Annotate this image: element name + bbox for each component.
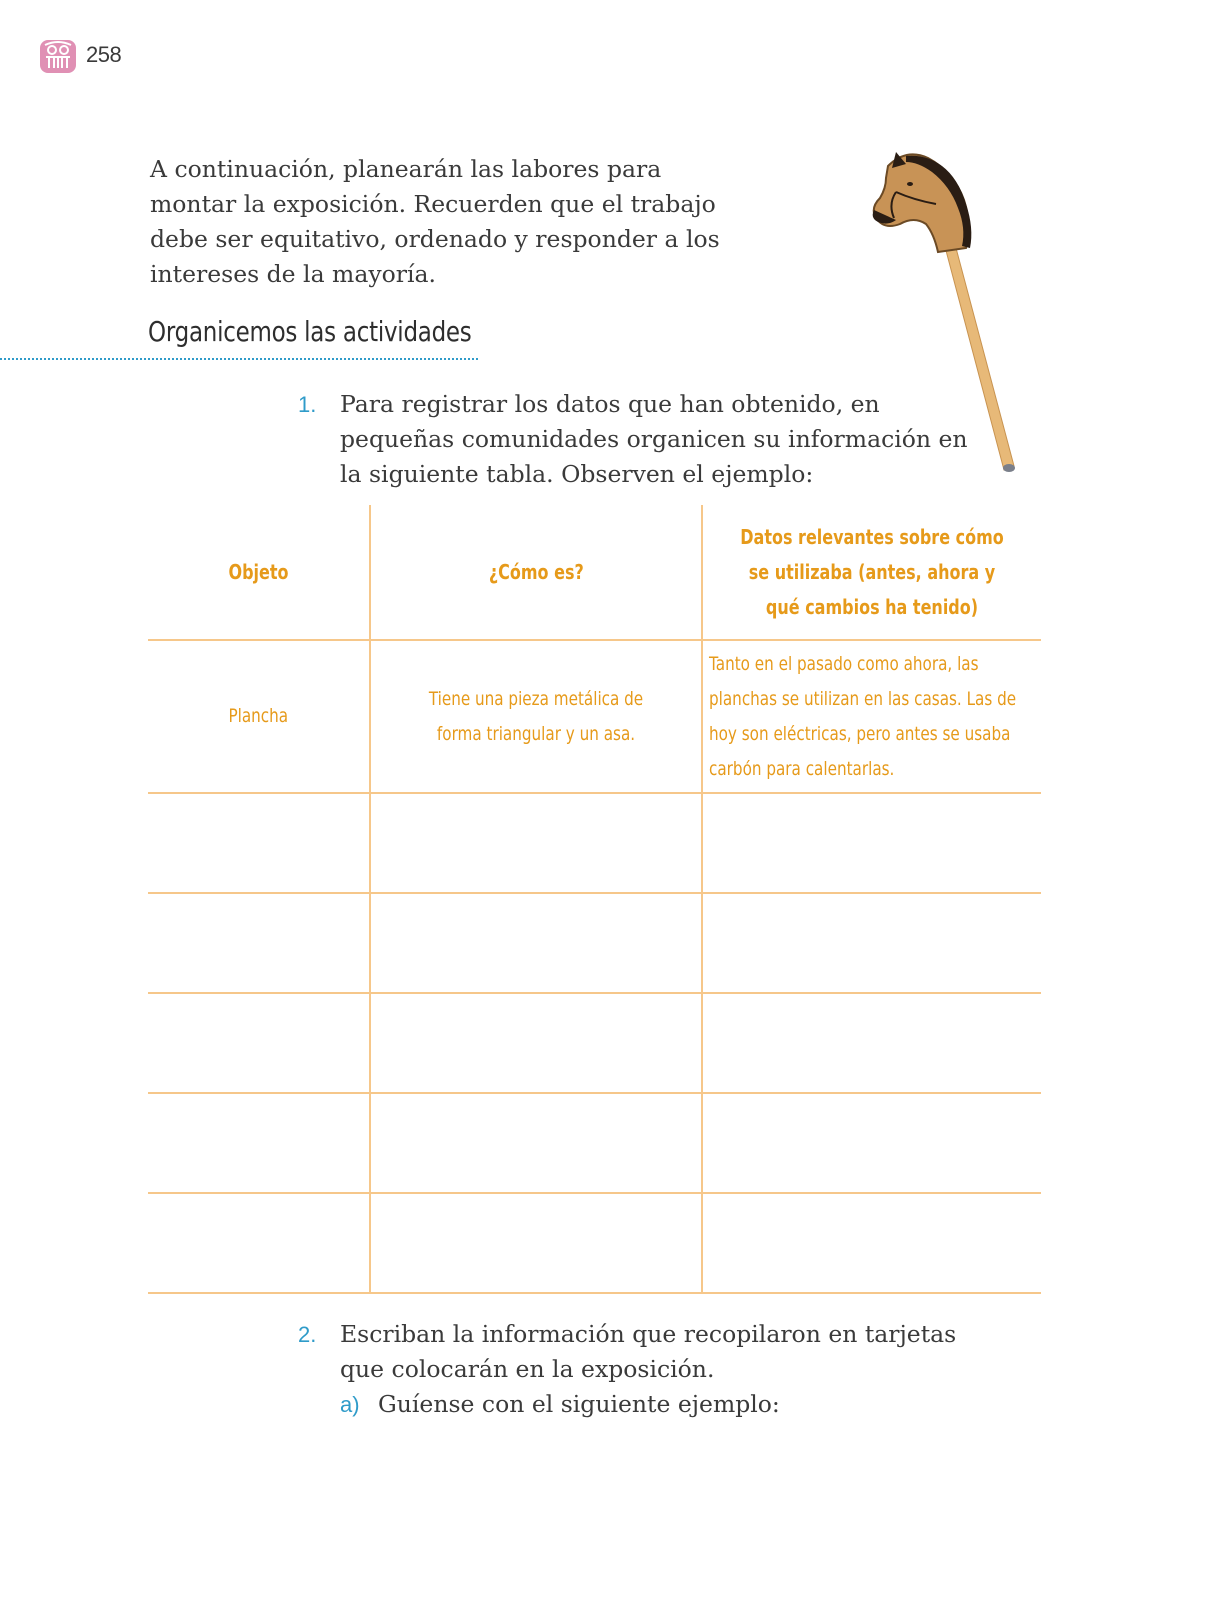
example-relevant-cell: Tanto en el pasado como ahora, las planchas se utilizan en las casas. Las de hoy son eléctricas, pero antes se usaba carbón para calentarlas. [702,640,1041,793]
blank-cell[interactable] [370,993,702,1093]
blank-cell[interactable] [370,793,702,893]
intro-paragraph: A continuación, planearán las labores para montar la exposición. Recuerden que el trabajo debe ser equitativo, ordenado y responder a los intereses de la mayoría. [150,155,720,288]
table-row [148,993,1041,1093]
example-object-cell: Plancha [148,640,370,793]
blank-cell[interactable] [148,893,370,993]
blank-cell[interactable] [702,893,1041,993]
activity-1-text: Para registrar los datos que han obtenido, en pequeñas comunidades organicen su información en la siguiente tabla. Observen el ejemplo: [340,390,968,488]
subitem-letter: a) [340,1392,360,1417]
header-datos-relevantes: Datos relevantes sobre cómo se utilizaba (antes, ahora y qué cambios ha tenido) [702,505,1041,640]
table-row [148,1093,1041,1193]
table-header-row [148,505,1041,640]
activity-2-number: 2. [298,1322,317,1347]
table-row-example [148,640,1041,793]
activity-2 [298,1317,960,1422]
blank-cell[interactable] [370,893,702,993]
section-divider [0,358,478,360]
blank-cell[interactable] [702,1193,1041,1293]
page-badge-icon [40,40,76,73]
blank-cell[interactable] [148,993,370,1093]
table-row [148,893,1041,993]
header-objeto: Objeto [148,505,370,640]
activity-1 [298,387,980,492]
page-number: 258 [86,42,122,67]
blank-cell[interactable] [148,1193,370,1293]
blank-cell[interactable] [370,1193,702,1293]
table-row [148,1193,1041,1293]
blank-cell[interactable] [148,1093,370,1193]
blank-cell[interactable] [370,1093,702,1193]
blank-cell[interactable] [702,793,1041,893]
section-title: Organicemos las actividades [148,315,472,348]
table-row [148,793,1041,893]
example-description-cell: Tiene una pieza metálica de forma triangular y un asa. [370,640,702,793]
header-como-es: ¿Cómo es? [370,505,702,640]
blank-cell[interactable] [702,993,1041,1093]
activity-1-number: 1. [298,392,317,417]
subitem-text: Guíense con el siguiente ejemplo: [378,1390,780,1418]
activity-2-subitem [340,1387,960,1422]
blank-cell[interactable] [148,793,370,893]
activity-2-text: Escriban la información que recopilaron en tarjetas que colocarán en la exposición. [340,1320,957,1383]
data-table [148,505,1041,1294]
blank-cell[interactable] [702,1093,1041,1193]
